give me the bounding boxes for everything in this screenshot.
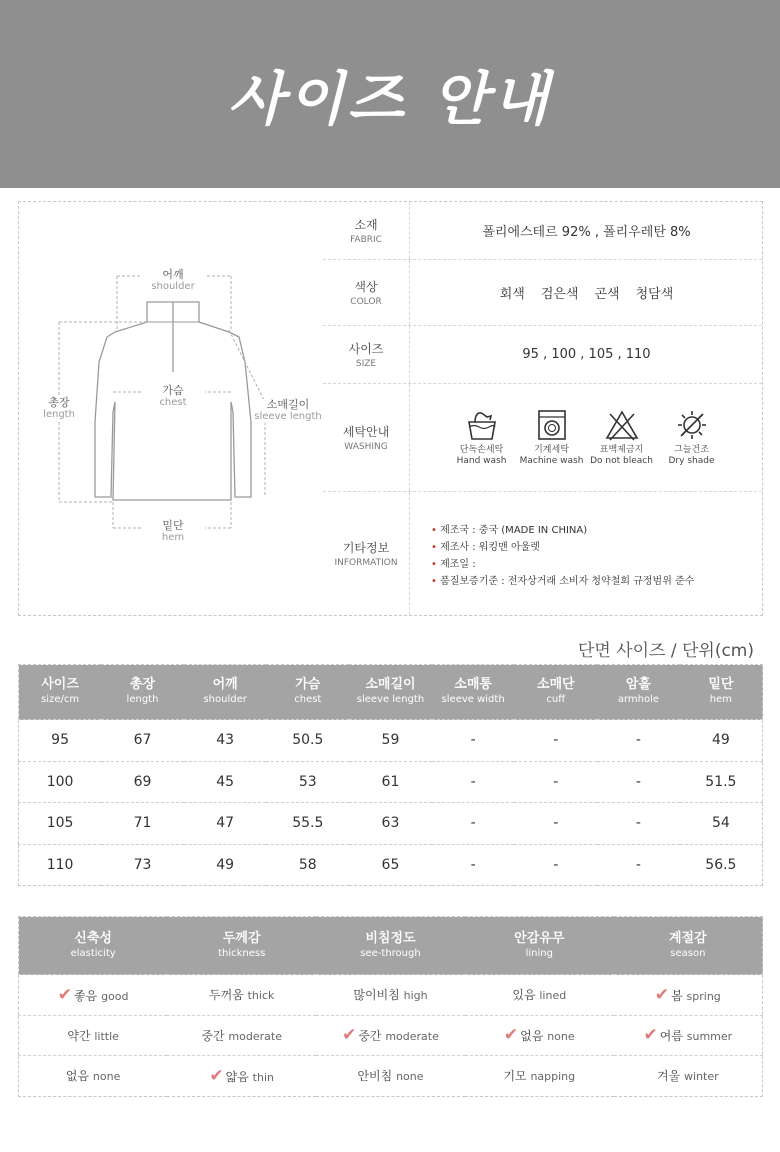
dry-shade-icon [675,408,709,442]
checkmark-icon: ✔ [643,1025,658,1046]
header-cell: 밑단 hem [680,665,763,720]
table-cell: 71 [101,803,184,845]
info-item: • 제조사 : 워킹맨 아울렛 [431,539,694,556]
table-cell: 65 [349,844,432,886]
feature-table-body [19,975,763,1097]
hem-label [141,520,205,544]
product-info-box [18,201,763,616]
size-value: 95 , 100 , 105 , 110 [522,347,651,362]
checkmark-icon: ✔ [654,984,670,1005]
checkmark-icon: ✔ [57,984,73,1005]
feature-cell [19,1056,168,1097]
table-row [19,844,763,886]
hem-label-en: hem [161,532,185,543]
table-cell: 49 [680,720,763,762]
color-values [411,260,762,325]
spec-row-washing [323,384,762,492]
wash-label-en: Dry shade [668,456,715,466]
feature-cell [465,1056,614,1097]
size-table-header [19,665,763,720]
info-item: • 품질보증기준 : 전자상거래 소비자 청약철회 규정범위 준수 [431,573,694,590]
sleeve-length-label [253,399,323,423]
wash-label-en: Do not bleach [590,456,653,466]
feature-label-en: summer [686,1030,733,1044]
wash-item-machine [520,408,584,467]
size-unit-label: 단면 사이즈 / 단위(cm) [577,641,754,661]
header-cell: 계절감 season [614,917,763,975]
header-cell: 어깨 shoulder [184,665,267,720]
hem-label-ko: 밑단 [162,519,184,532]
hand-wash-icon [465,408,499,442]
header-cell: 소매길이 sleeve length [349,665,432,720]
length-label [27,397,91,421]
table-cell: 45 [184,761,267,803]
table-cell: 100 [19,761,102,803]
header-cell: 사이즈 size/cm [19,665,102,720]
length-label-en: length [43,409,75,420]
table-cell: 51.5 [680,761,763,803]
table-cell: 110 [19,844,102,886]
table-cell: 67 [101,720,184,762]
wash-item-hand [450,408,514,467]
size-table-body [19,720,763,886]
header-cell: 비침정도 see-through [316,917,465,975]
table-row [19,975,763,1016]
fabric-value: 폴리에스테르 92% , 폴리우레탄 8% [482,225,691,240]
header-cell: 안감유무 lining [465,917,614,975]
spec-label [323,260,410,325]
feature-label-en: napping [530,1070,576,1084]
table-cell: 43 [184,720,267,762]
table-cell: 58 [266,844,349,886]
chest-label-en: chest [159,397,187,408]
feature-table [18,916,763,1097]
color-label-en: COLOR [350,297,382,307]
wash-label-ko: 단독손세탁 [459,445,504,455]
feature-cell [316,975,465,1016]
table-cell: - [597,803,680,845]
color-label-ko: 색상 [354,280,378,294]
table-cell: 54 [680,803,763,845]
sleeve-label-en: sleeve length [254,411,322,422]
table-cell: - [432,720,515,762]
feature-label-ko: 여름 [659,1029,683,1044]
feature-cell [316,1015,465,1056]
table-cell: - [514,844,597,886]
washing-label-en: WASHING [344,442,388,452]
fabric-label-ko: 소재 [354,218,378,232]
table-cell: 63 [349,803,432,845]
washing-label-ko: 세탁안내 [342,425,390,439]
feature-label-ko: 두꺼움 [209,988,244,1003]
page-title: 사이즈 안내 [227,65,553,133]
spec-label [323,384,410,491]
spec-label [323,326,410,383]
feature-label-ko: 약간 [67,1028,91,1043]
washing-values [411,384,762,491]
table-cell: - [514,803,597,845]
shoulder-label-en: shoulder [151,281,195,292]
feature-label-en: little [94,1029,119,1043]
table-cell: 56.5 [680,844,763,886]
feature-label-ko: 좋음 [74,988,98,1003]
feature-cell [19,975,168,1016]
table-cell: - [514,720,597,762]
feature-label-en: none [92,1070,121,1084]
header-cell: 암홀 armhole [597,665,680,720]
wash-label-en: Machine wash [519,456,584,466]
feature-label-ko: 없음 [520,1029,544,1044]
spec-row-size [323,326,762,384]
size-label-en: SIZE [355,359,377,369]
table-row [19,720,763,762]
wash-label-ko: 그늘건조 [674,445,709,455]
feature-label-ko: 없음 [65,1069,90,1084]
info-item: • 제조국 : 중국 (MADE IN CHINA) [431,522,694,539]
chest-label-ko: 가슴 [162,384,184,397]
table-row [19,761,763,803]
table-cell: - [432,844,515,886]
spec-row-color [323,260,762,326]
feature-label-en: lined [539,989,567,1003]
header-cell: 신축성 elasticity [19,917,168,975]
table-row [19,1056,763,1097]
feature-cell [465,975,614,1016]
spec-row-information [323,492,762,615]
color-option: 곤색 [594,287,620,302]
chest-label [141,385,205,409]
feature-label-en: spring [686,989,721,1003]
feature-label-ko: 중간 [358,1029,382,1044]
feature-cell [316,1056,465,1097]
feature-cell [167,975,316,1016]
header-banner [0,0,780,188]
table-cell: 59 [349,720,432,762]
feature-label-en: winter [684,1070,719,1084]
feature-table-header [19,917,763,975]
feature-label-en: thin [252,1070,274,1084]
header-cell: 두께감 thickness [167,917,316,975]
table-cell: - [597,720,680,762]
color-option: 청담색 [635,287,674,302]
size-label-ko: 사이즈 [348,342,384,356]
shoulder-label-ko: 어깨 [162,268,184,281]
info-label-ko: 기타정보 [342,541,390,555]
spec-label [323,492,410,615]
feature-label-ko: 중간 [201,1028,225,1043]
table-cell: - [432,761,515,803]
feature-cell [167,1056,316,1097]
color-option: 검은색 [540,287,579,302]
table-cell: 69 [101,761,184,803]
feature-label-en: good [101,989,129,1003]
checkmark-icon: ✔ [342,1025,357,1046]
header-cell: 가슴 chest [266,665,349,720]
feature-cell [614,1015,763,1056]
table-cell: 105 [19,803,102,845]
feature-label-ko: 봄 [671,988,683,1003]
table-cell: 53 [266,761,349,803]
table-row [19,1015,763,1056]
wash-item-dry-shade [660,408,724,467]
header-cell: 소매통 sleeve width [432,665,515,720]
checkmark-icon: ✔ [503,1025,519,1046]
feature-label-en: moderate [228,1029,282,1043]
spec-label [323,202,410,259]
length-label-ko: 총장 [48,396,70,409]
no-bleach-icon [605,408,639,442]
feature-cell [167,1015,316,1056]
feature-label-ko: 있음 [512,988,536,1003]
feature-cell [614,975,763,1016]
info-item: • 제조일 : [431,556,694,573]
table-cell: - [597,844,680,886]
feature-label-en: moderate [385,1030,439,1044]
header-cell: 총장 length [101,665,184,720]
info-label-en: INFORMATION [334,558,398,568]
table-cell: 95 [19,720,102,762]
table-cell: - [597,761,680,803]
feature-label-en: none [396,1070,424,1084]
header-cell: 소매단 cuff [514,665,597,720]
wash-label-en: Hand wash [456,456,507,466]
feature-label-ko: 많이비침 [353,988,400,1003]
table-cell: 49 [184,844,267,886]
wash-item-no-bleach [590,408,654,467]
shoulder-label [141,269,205,293]
feature-cell [614,1056,763,1097]
wash-label-ko: 표백제금지 [599,445,644,455]
feature-cell [19,1015,168,1056]
table-cell: - [432,803,515,845]
info-list [431,522,694,590]
table-cell: 61 [349,761,432,803]
feature-label-ko: 얇음 [225,1069,249,1084]
spec-list [323,202,762,615]
feature-label-ko: 안비침 [357,1069,393,1084]
feature-label-en: thick [247,989,275,1003]
table-cell: 50.5 [266,720,349,762]
feature-label-ko: 기모 [503,1069,527,1084]
table-cell: 47 [184,803,267,845]
table-cell: - [514,761,597,803]
table-cell: 73 [101,844,184,886]
feature-label-en: high [403,989,428,1003]
table-row [19,803,763,845]
checkmark-icon: ✔ [209,1065,224,1086]
feature-cell [465,1015,614,1056]
wash-label-ko: 기계세탁 [534,445,569,455]
size-table [18,664,763,886]
feature-label-en: none [547,1030,575,1044]
garment-diagram [19,202,323,615]
fabric-label-en: FABRIC [350,235,382,245]
color-option: 회색 [499,287,525,302]
table-cell: 55.5 [266,803,349,845]
feature-label-ko: 겨울 [657,1069,681,1084]
sleeve-label-ko: 소매길이 [266,398,310,411]
spec-row-fabric [323,202,762,260]
machine-wash-icon [535,408,569,442]
